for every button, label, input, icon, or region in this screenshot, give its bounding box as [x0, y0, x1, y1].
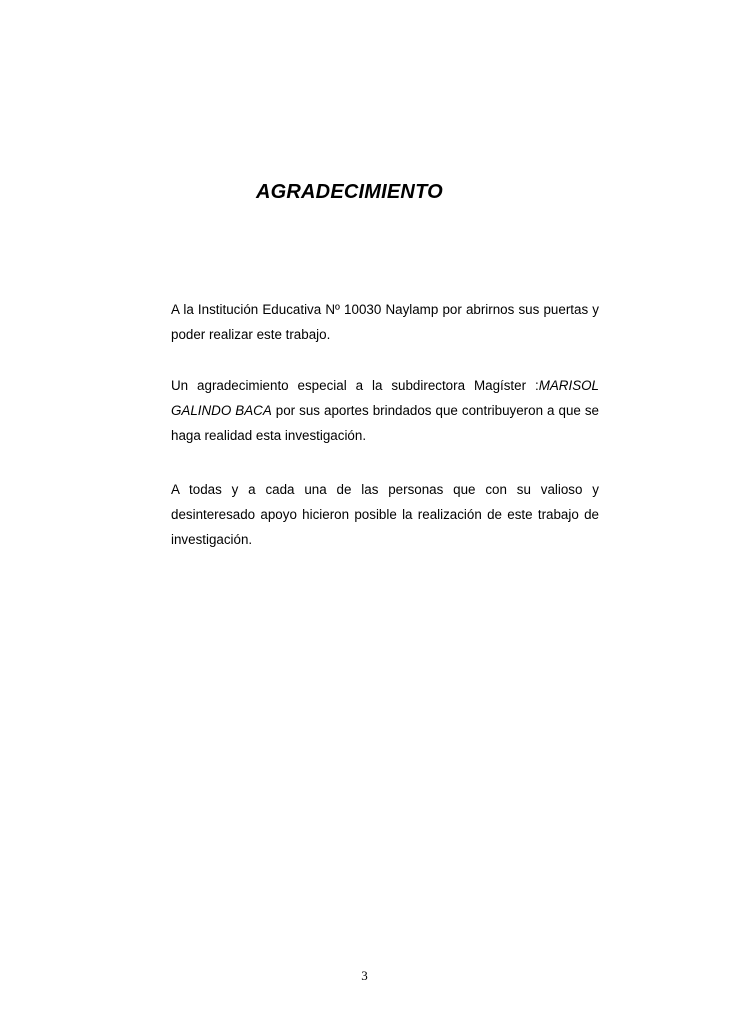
paragraph-institution-thanks: A la Institución Educativa Nº 10030 Naylamp por abrirnos sus puertas y poder realizar este trabajo. [171, 302, 599, 342]
paragraph-subdirector-thanks [171, 373, 599, 448]
paragraph-subdirector-text-start: Un agradecimiento especial a la subdirectora Magíster : [171, 378, 539, 393]
paragraph-subdirector-text-end: por sus aportes brindados que contribuyeron a que se haga realidad esta investigación. [171, 403, 599, 443]
subdirector-name: MARISOL GALINDO BACA [171, 378, 599, 418]
page-title: AGRADECIMIENTO [256, 181, 443, 203]
page-number: 3 [361, 968, 368, 983]
paragraph-general-thanks: A todas y a cada una de las personas que con su valioso y desinteresado apoyo hicieron posible la realización de este trabajo de investigación. [171, 482, 599, 547]
